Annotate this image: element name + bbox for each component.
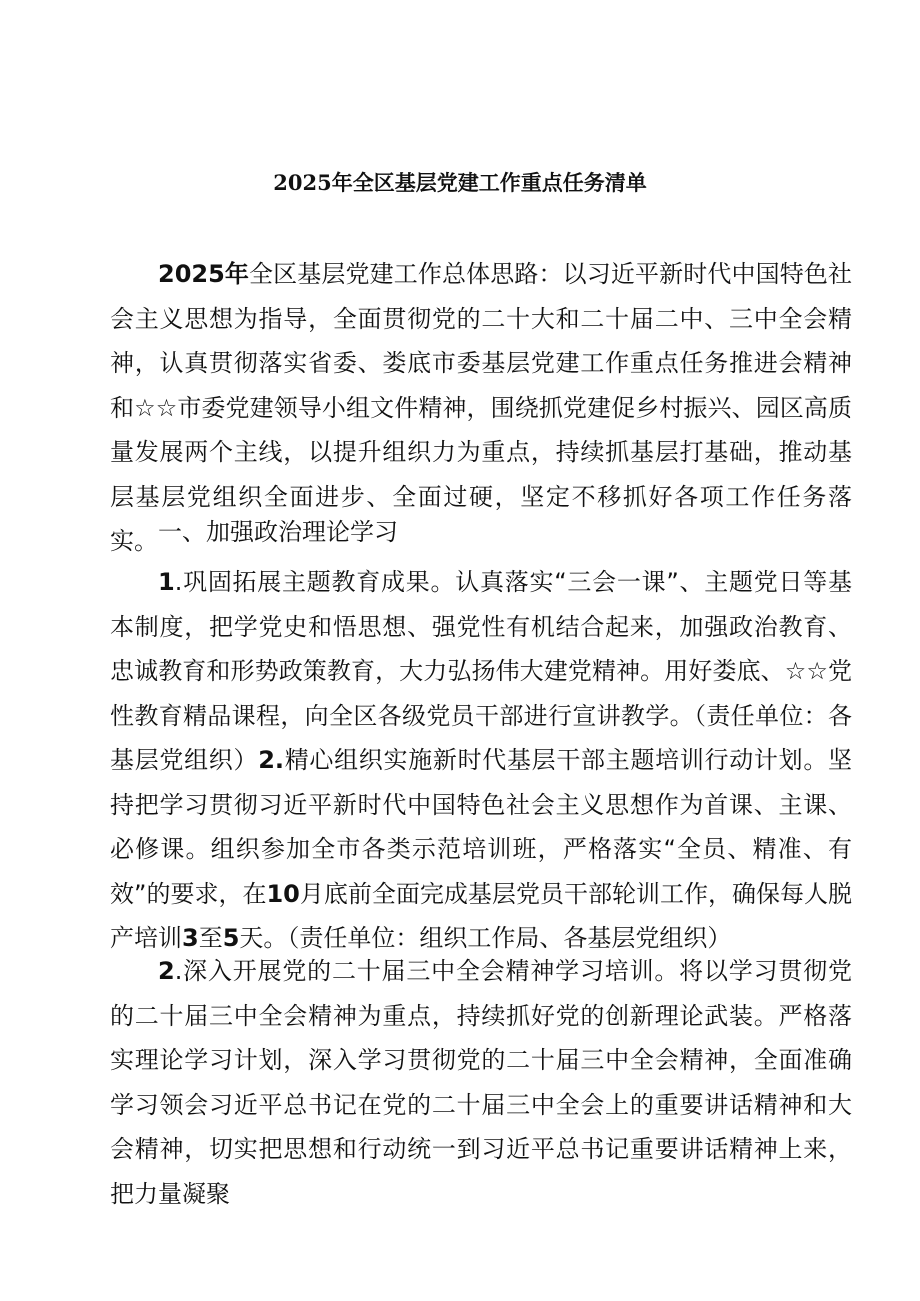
section-heading-1: 一、加强政治理论学习 — [158, 518, 398, 546]
days-to: 至 — [198, 924, 223, 952]
days-min: 3 — [182, 924, 199, 952]
task-item-2-text: 精心组织实施新时代基层干部主题培训行动计划。坚持把学习贯彻习近平新时代中国特色社会主义思想作为首课、主课、必修课。组织参加全市各类示范培训班，严格落实“全员、精准、有效”的要求，在 — [110, 746, 853, 908]
overview-year: 2025年 — [158, 260, 250, 288]
document-title: 2025年全区基层党建工作重点任务清单 — [273, 170, 647, 195]
task-item-1-number: 1 — [158, 568, 175, 596]
task-item-1-text: .巩固拓展主题教育成果。认真落实“三会一课”、主题党日等基本制度，把学党史和悟思想、强党性有机结合起来，加强政治教育、忠诚教育和形势政策教育，大力弘扬伟大建党精神。用好娄底、☆☆党性教育精品课程，向全区各级党员干部进行宣讲教学。（责任单位：各基层党组织） — [110, 568, 852, 774]
task-item-3-number: 2 — [158, 957, 175, 985]
task-item-2-text-end: 天。（责任单位：组织工作局、各基层党组织） — [239, 924, 732, 952]
month-number: 10 — [266, 879, 300, 908]
task-item-3-paragraph — [110, 949, 852, 1216]
task-item-1-paragraph — [110, 560, 852, 961]
days-max: 5 — [222, 924, 240, 952]
task-item-2-number: 2. — [258, 746, 285, 774]
overview-text: 全区基层党建工作总体思路：以习近平新时代中国特色社会主义思想为指导，全面贯彻党的二十大和二十届二中、三中全会精神，认真贯彻落实省委、娄底市委基层党建工作重点任务推进会精神和☆☆市委党建领导小组文件精神，围绕抓党建促乡村振兴、园区高质量发展两个主线，以提升组织力为重点，持续抓基层打基础，推动基层基层党组织全面进步、全面过硬，坚定不移抓好各项工作任务落实。 — [110, 260, 853, 555]
task-item-3-text: .深入开展党的二十届三中全会精神学习培训。将以学习贯彻党的二十届三中全会精神为重点，持续抓好党的创新理论武装。严格落实理论学习计划，深入学习贯彻党的二十届三中全会精神，全面准确学习领会习近平总书记在党的二十届三中全会上的重要讲话精神和大会精神，切实把思想和行动统一到习近平总书记重要讲话精神上来，把力量凝聚 — [110, 957, 852, 1208]
task-item-2-text-cont: 月底前全面完成基层党员干部轮训工作，确保每人脱产培训 — [110, 879, 853, 952]
